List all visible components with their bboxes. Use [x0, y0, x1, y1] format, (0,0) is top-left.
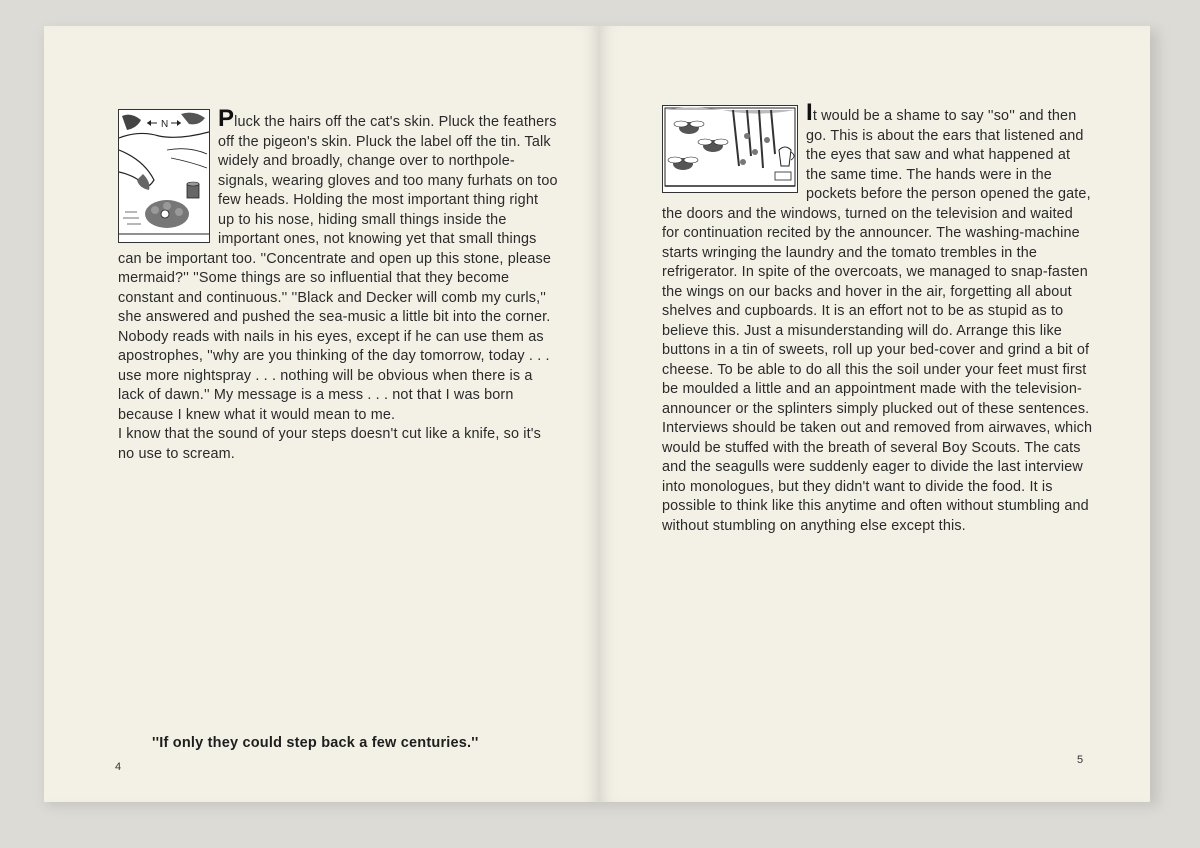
- dropcap-p: P: [218, 105, 235, 132]
- right-page-number: 5: [1077, 754, 1084, 766]
- dropcap-i: I: [806, 99, 813, 126]
- left-paragraph-3: I know that the sound of your steps doesn't cut like a knife, so it's no use to scream.: [118, 426, 542, 462]
- right-paragraph-1-text: t would be a shame to say ''so'' and then go. This is about the ears that listened and the eyes that saw and what happened at the same time. The hands were in the pockets before the person opened the gate, the doors and the windows, turned on the television and waited for continuation recited by the announcer. The washing-machine starts wringing the laundry and the tomato trembles in the refrigerator. In spite of the overcoats, we managed to snap-fasten the wings on our backs and hover in the air, forgetting all about shelves and cupboards. It is an effort not to be as stupid as to believe this. Just a misunderstanding will do. Arrange this like buttons in a tin of sweets, roll up your bed-cover and grind a bit of cheese. To be able to do all this the soil under your feet must first be moulded a little and an appointment made with the television-announcer or the splinters simply plucked out of these sentences. Interviews should be taken out and removed from airwaves, which would be stuffed with the breath of several Boy Scouts. The cats and the seagulls were suddenly eager to divide the last interview into monologues, but they didn't want to divide the food. It is possible to think like this anytime and often without stumbling and without stumbling on anything else except this.: [662, 108, 1093, 534]
- left-paragraph-1-text: luck the hairs off the cat's skin. Pluck the feathers off the pigeon's skin. Pluck the label off the tin. Talk widely and broadly, change over to northpole-signals, wearing gloves and too many furhats on too few heads. Holding the most important thing right up to his nose, hiding small things inside the important ones, not knowing yet that small things can be important too. ''Concentrate and open up this stone, please mermaid?'' ''Some things are so influential that they become constant and continuous.'' ''Black and Decker will comb my curls,'' she answered and pushed the sea-music a little bit into the corner.: [118, 114, 558, 325]
- left-body-text: [118, 105, 558, 464]
- left-page-number: 4: [115, 761, 122, 773]
- left-page: [44, 26, 599, 802]
- left-paragraph-2: Nobody reads with nails in his eyes, except if he can use them as apostrophes, ''why are you thinking of the day tomorrow, today . . . use more nightspray . . . nothing will be obvious when there is a lack of dawn.'' My message is a mess . . . not that I was born because I knew what it would mean to me.: [118, 328, 550, 423]
- page-caption: ''If only they could step back a few centuries.'': [152, 735, 479, 751]
- right-body-text: [662, 99, 1094, 536]
- winged-creatures-illustration: [662, 105, 798, 193]
- cat-stone-illustration: [118, 109, 210, 243]
- right-page: [599, 26, 1150, 802]
- north-label: N: [161, 119, 169, 130]
